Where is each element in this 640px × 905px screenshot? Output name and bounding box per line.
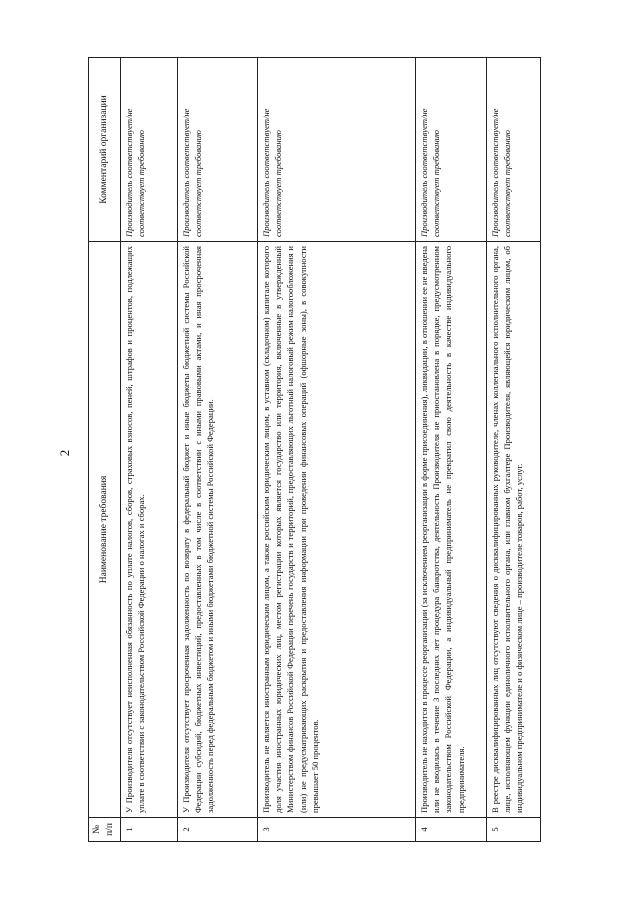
row-requirement: У Производителя отсутствует просроченная задолженность по возврату в федеральный бюджет и иные бюджеты бюджетной системы Российской Федерации субсидий, бюджетных инвестиций, предоставленных в том числе в соответствии с иными правовыми актами, и иная просроченная задолженность перед федеральным бюджетом и иными бюджетами бюджетной системы Российской Федерации. <box>177 242 257 818</box>
row-comment: Производитель соответствует/не соответствует требованию <box>257 58 415 242</box>
table-row <box>415 58 486 842</box>
header-num: № п/п <box>89 818 121 842</box>
row-number: 1 <box>120 818 177 842</box>
table-row <box>177 58 257 842</box>
row-requirement: У Производителя отсутствует неисполненная обязанность по уплате налогов, сборов, страховых взносов, пеней, штрафов и процентов, подлежащих уплате в соответствии с законодательством Российской Федерации о налогах и сборах. <box>120 242 177 818</box>
row-number: 4 <box>415 818 486 842</box>
header-requirement: Наименование требования <box>89 242 121 818</box>
table-row <box>257 58 415 842</box>
header-comment: Комментарий организации <box>89 58 121 242</box>
row-number: 2 <box>177 818 257 842</box>
table-row <box>120 58 177 842</box>
row-requirement: В реестре дисквалифицированных лиц отсутствуют сведения о дисквалифицированных руководителе, членах коллегиального исполнительного органа, лице, исполняющем функции единоличного исполнительного органа, или главном бухгалтере Производителя, являющейся юридическим лицом, об индивидуальном предпринимателе и о физическом лице – производителе товаров, работ, услуг. <box>486 242 540 818</box>
document-page <box>88 58 530 842</box>
table-header-row <box>89 58 121 842</box>
row-requirement: Производитель не является иностранным юридическим лицом, а также российским юридическим лицом, в уставном (складочном) капитале которого доля участия иностранных юридических лиц, местом регистрации которых является государство или территория, включенные в утвержденный Министерством финансов Российской Федерации перечень государств и территорий, предоставляющих льготный налоговый режим налогообложения и (или) не предусматривающих раскрытия и предоставления информации при проведении финансовых операций (офшорные зоны), в совокупности превышает 50 процентов. <box>257 242 415 818</box>
row-number: 3 <box>257 818 415 842</box>
table-row <box>486 58 540 842</box>
requirements-table <box>88 57 541 842</box>
requirements-table-container <box>88 58 530 842</box>
row-comment: Производитель соответствует/не соответствует требованию <box>486 58 540 242</box>
row-comment: Производитель соответствует/не соответствует требованию <box>120 58 177 242</box>
row-comment: Производитель соответствует/не соответствует требованию <box>177 58 257 242</box>
page-number: 2 <box>57 449 72 457</box>
row-comment: Производитель соответствует/не соответствует требованию <box>415 58 486 242</box>
row-number: 5 <box>486 818 540 842</box>
row-requirement: Производитель не находится в процессе реорганизации (за исключением реорганизации в форме присоединения), ликвидации, в отношении ее не введена или не вводилась в течение 3 последних лет процедура банкротства, деятельность Производителя не приостановлена в порядке, предусмотренном законодательством Российской Федерации, а индивидуальный предприниматель не прекратил свою деятельность в качестве индивидуального предпринимателя. <box>415 242 486 818</box>
